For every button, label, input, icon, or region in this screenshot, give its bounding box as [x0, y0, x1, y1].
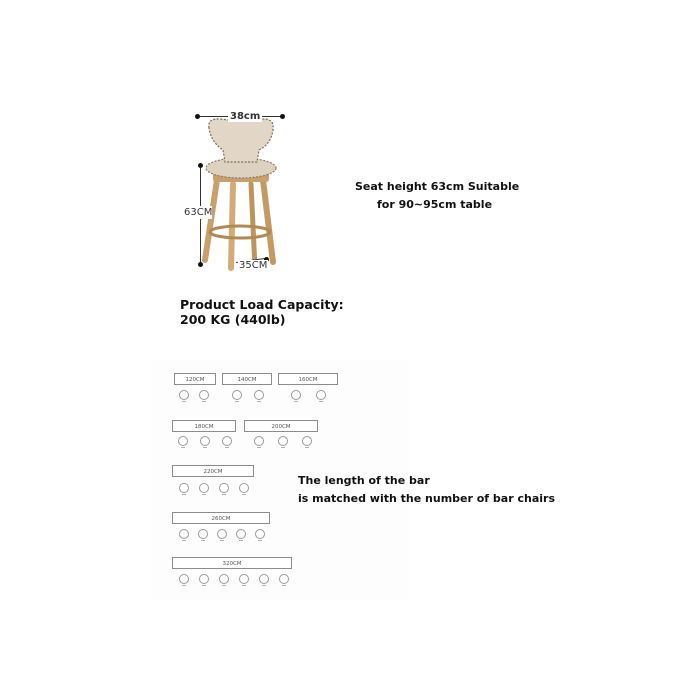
bar-stool-image: [185, 110, 295, 275]
bar-260: 260CM: [172, 512, 270, 524]
chair: [222, 436, 232, 446]
chair: [178, 436, 188, 446]
chair: [179, 483, 189, 493]
chair: [236, 529, 246, 539]
bar-length-note: [298, 472, 555, 508]
chair: [278, 436, 288, 446]
bar-120: 120CM: [174, 373, 216, 385]
chair: [199, 390, 209, 400]
height-label: 63CM: [184, 207, 213, 218]
bar-note-line1: The length of the bar: [298, 474, 430, 487]
seat-note-line2: for 90~95cm table: [377, 198, 493, 211]
chair: [302, 436, 312, 446]
capacity-line2: 200 KG (440lb): [180, 312, 286, 327]
chair: [239, 483, 249, 493]
width-left-dot: [195, 114, 200, 119]
bar-140: 140CM: [222, 373, 272, 385]
capacity-line1: Product Load Capacity:: [180, 297, 344, 312]
seat-note-line1: Seat height 63cm Suitable: [355, 180, 520, 193]
chair: [199, 574, 209, 584]
bar-160: 160CM: [278, 373, 338, 385]
chair: [239, 574, 249, 584]
chair: [198, 529, 208, 539]
chair: [254, 390, 264, 400]
bar-220: 220CM: [172, 465, 254, 477]
chair: [200, 436, 210, 446]
bar-200: 200CM: [244, 420, 318, 432]
bar-note-line2: is matched with the number of bar chairs: [298, 492, 555, 505]
seat-height-note: [355, 178, 519, 214]
load-capacity: [180, 297, 344, 327]
width-right-dot: [280, 114, 285, 119]
chair: [232, 390, 242, 400]
bar-180: 180CM: [172, 420, 236, 432]
depth-label: 35CM: [239, 260, 268, 271]
chair: [259, 574, 269, 584]
chair: [255, 529, 265, 539]
chair: [179, 529, 189, 539]
chair: [179, 390, 189, 400]
bar-320: 320CM: [172, 557, 292, 569]
height-top-dot: [198, 163, 203, 168]
chair: [199, 483, 209, 493]
height-bottom-dot: [198, 262, 203, 267]
chair: [179, 574, 189, 584]
chair: [279, 574, 289, 584]
chair: [219, 574, 229, 584]
chair: [316, 390, 326, 400]
chair: [219, 483, 229, 493]
chair: [254, 436, 264, 446]
chair: [291, 390, 301, 400]
chair: [217, 529, 227, 539]
width-label: 38cm: [230, 111, 261, 122]
